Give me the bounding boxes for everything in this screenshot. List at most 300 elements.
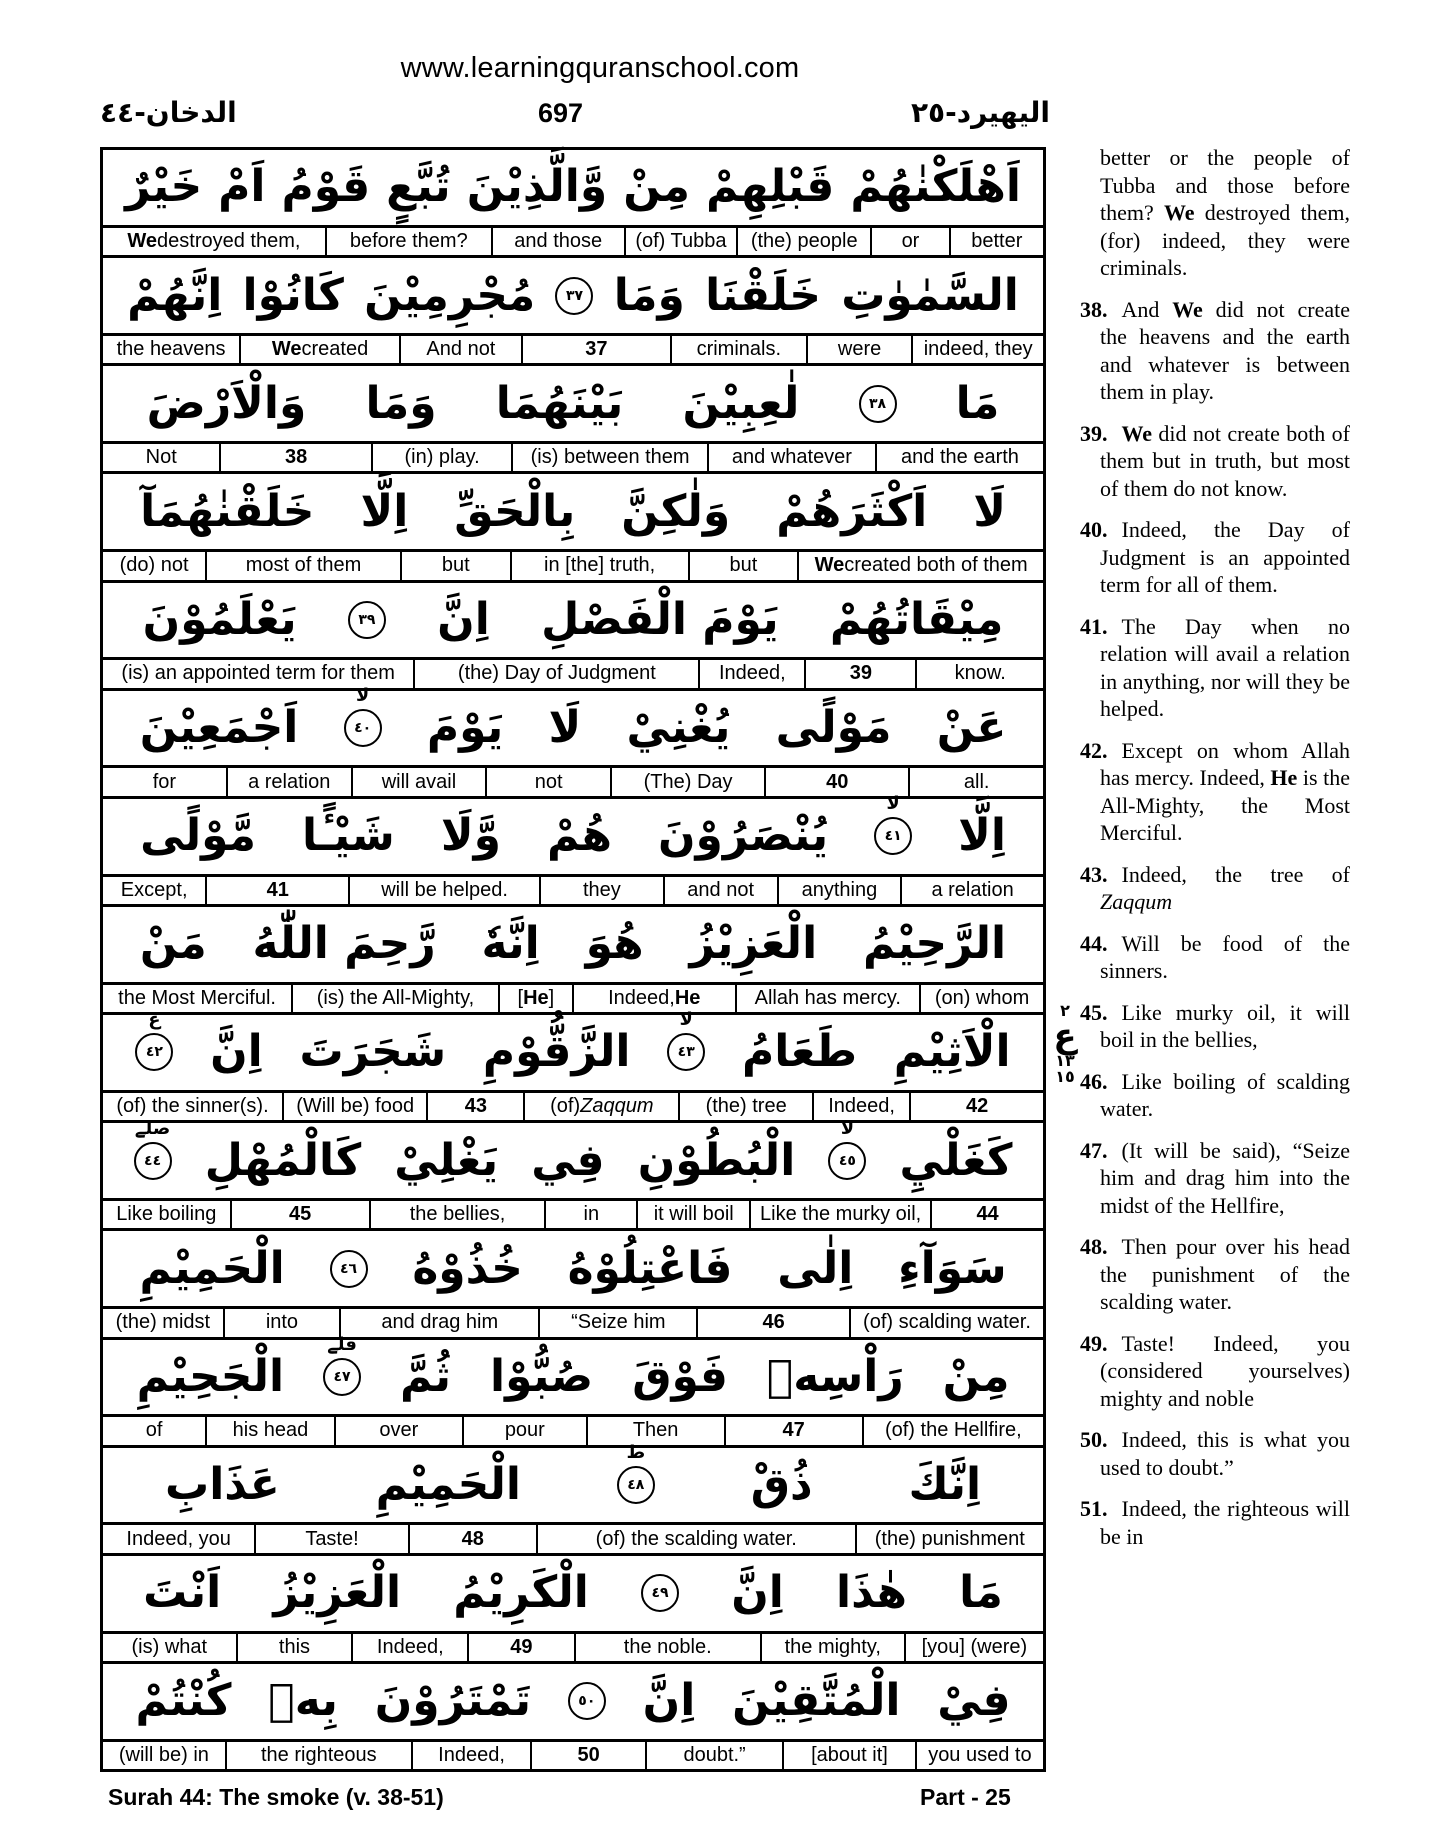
arabic-word: هُمْ	[546, 810, 612, 862]
verse-translation: 44. Will be food of the sinners.	[1080, 930, 1350, 983]
arabic-line	[103, 1664, 1043, 1739]
arabic-word: بِهٖ	[268, 1675, 338, 1727]
ayah-number-cell: 47	[724, 1417, 862, 1444]
table-row	[103, 1442, 1043, 1553]
arabic-word: قَبْلِهِمْ	[706, 161, 835, 213]
arabic-line	[103, 258, 1043, 333]
gloss-cell: will be helped.	[348, 877, 539, 904]
arabic-word: الْعَزِيْزُ	[689, 918, 818, 970]
arabic-word: وَلٰكِنَّ	[621, 485, 731, 537]
gloss-cell: a relation	[900, 877, 1043, 904]
arabic-word: الْمُتَّقِيْنَ	[732, 1675, 901, 1727]
table-row	[103, 1661, 1043, 1769]
ayah-number-marker-icon	[135, 1009, 173, 1071]
ruku-number-bottom: ١٥	[1055, 1067, 1075, 1086]
arabic-line	[103, 1117, 1043, 1198]
gloss-cell: (the) Day of Judgment	[413, 660, 698, 687]
ayah-number-cell: 44	[930, 1201, 1043, 1228]
arabic-word: اِنَّ	[642, 1675, 696, 1727]
gloss-cell: better	[949, 228, 1043, 255]
arabic-word: مَنْ	[139, 918, 207, 970]
gloss-cell: (on) whom	[919, 985, 1043, 1012]
arabic-word: الْبُطُوْنِ	[637, 1134, 796, 1186]
gloss-cell: but	[400, 552, 510, 579]
gloss-cell: (is) an appointed term for them	[121, 662, 395, 685]
ayah-number-marker-icon	[344, 685, 382, 747]
gloss-strip	[103, 1631, 1043, 1661]
verse-number: 48.	[1080, 1234, 1108, 1259]
verse-number: 51.	[1080, 1496, 1108, 1521]
gloss-cell: they	[539, 877, 663, 904]
ayah-number-marker-icon	[667, 1009, 705, 1071]
arabic-word: عَنْ	[936, 702, 1007, 754]
gloss-cell: most of them	[205, 552, 400, 579]
ayah-number-cell: 40	[764, 768, 908, 795]
arabic-word: بِالْحَقِّ	[454, 485, 576, 537]
arabic-word: رَّحِمَ اللّٰهُ	[252, 918, 436, 970]
table-row	[103, 363, 1043, 471]
gloss-strip	[103, 1306, 1043, 1336]
gloss-cell: in	[544, 1201, 636, 1228]
arabic-word: تُبَّعٍ	[386, 161, 451, 213]
arabic-word: فَاعْتِلُوْهُ	[567, 1242, 733, 1294]
waqf-sign-icon: ط	[626, 1442, 646, 1464]
arabic-word: هٰذَا	[835, 1567, 907, 1619]
gloss-cell: this	[236, 1634, 352, 1661]
ayah-number-cell: 41	[205, 877, 348, 904]
gloss-strip	[103, 441, 1043, 471]
verse-translation: 47. (It will be said), “Seize him and drag him into the midst of the Hellfire,	[1080, 1137, 1350, 1218]
gloss-cell: (the) midst	[115, 1311, 211, 1334]
gloss-cell: We created both of them	[797, 552, 1043, 579]
gloss-cell: and not	[663, 877, 777, 904]
arabic-word: الْحَمِيْمِ	[375, 1459, 521, 1511]
arabic-word: اِنَّ	[731, 1567, 784, 1619]
arabic-word: الْحَمِيْمِ	[139, 1242, 285, 1294]
arabic-word: لٰعِبِيْنَ	[682, 377, 800, 429]
ayah-number-cell: 48	[408, 1525, 536, 1552]
ayah-number: ٣٧	[565, 287, 584, 304]
ayah-number-cell: 39	[804, 660, 915, 687]
arabic-word: مَوْلًى	[775, 702, 892, 754]
gloss-cell: (the) punishment	[855, 1525, 1043, 1552]
arabic-word: الْكَرِيْمُ	[453, 1567, 589, 1619]
arabic-word: خُذُوْهُ	[412, 1242, 523, 1294]
arabic-word: وَّلَا	[440, 810, 501, 862]
gloss-cell: all.	[908, 768, 1043, 795]
gloss-cell: his head	[205, 1417, 333, 1444]
gloss-cell: the righteous	[225, 1742, 411, 1769]
table-row	[103, 1009, 1043, 1120]
arabic-word: تَمْتَرُوْنَ	[374, 1675, 532, 1727]
ayah-number: ٤١	[884, 828, 902, 845]
table-row	[103, 255, 1043, 363]
part-name-arabic: اليهيرد-٢٥	[910, 96, 1050, 129]
ayah-number-cell: 45	[230, 1201, 369, 1228]
gloss-cell: (is) between them	[511, 444, 707, 471]
verse-translation: 41. The Day when no relation will avail a relation in anything, nor will they be helped.	[1080, 613, 1350, 721]
arabic-word: الْعَزِيْزُ	[273, 1567, 402, 1619]
table-row	[103, 1333, 1043, 1445]
verse-translation: 38. And We did not create the heavens and the earth and whatever is between them in play.	[1080, 296, 1350, 404]
arabic-word: خَيْرٌ	[125, 161, 203, 213]
gloss-cell: Not	[145, 446, 177, 469]
ayah-number: ٤٤	[144, 1152, 162, 1169]
ayah-number-marker-icon	[617, 1442, 655, 1504]
arabic-line	[103, 685, 1043, 766]
ayah-number-cell: 42	[909, 1093, 1043, 1120]
gloss-cell: We created	[239, 336, 399, 363]
arabic-word: رَاْسِهٖ	[766, 1350, 904, 1402]
ayah-number-marker-icon	[323, 1333, 361, 1396]
verse-number: 39.	[1080, 420, 1108, 446]
arabic-line	[103, 366, 1043, 441]
gloss-cell: were	[806, 336, 912, 363]
arabic-word: مَّوْلًى	[140, 810, 256, 862]
arabic-word: هُوَ	[585, 918, 644, 970]
arabic-word: يَوْمَ الْفَصْلِ	[541, 593, 779, 645]
arabic-word: خَلَقْنَا	[705, 269, 821, 321]
arabic-word: مِيْقَاتُهُمْ	[829, 593, 1004, 645]
table-row	[103, 685, 1043, 796]
verse-number: 44.	[1080, 930, 1108, 956]
ayah-number-marker-icon	[641, 1574, 679, 1612]
arabic-line	[103, 1333, 1043, 1415]
arabic-word: الزَّقُّوْمِ	[482, 1026, 631, 1078]
arabic-word: يَوْمَ	[426, 702, 504, 754]
verse-number: 49.	[1080, 1330, 1108, 1356]
arabic-word: اِلَّا	[958, 810, 1006, 862]
arabic-word: اِلٰى	[777, 1242, 854, 1294]
gloss-cell: Indeed, you	[126, 1527, 231, 1550]
verse-number: 50.	[1080, 1427, 1108, 1452]
ayah-number: ٤٦	[339, 1260, 358, 1277]
table-row	[103, 793, 1043, 904]
arabic-word: وَالْاَرْضَ	[146, 377, 307, 429]
page-number: 697	[538, 98, 584, 128]
table-row	[103, 1228, 1043, 1336]
table-row	[103, 1117, 1043, 1228]
arabic-word: يَعْلَمُوْنَ	[142, 593, 297, 645]
verse-translation: 40. Indeed, the Day of Judgment is an appointed term for all of them.	[1080, 517, 1350, 597]
gloss-cell: or	[870, 228, 948, 255]
arabic-word: اَجْمَعِيْنَ	[139, 702, 299, 754]
ruku-number-top: ٢	[1060, 1001, 1070, 1020]
ayah-number-marker-icon	[330, 1250, 368, 1288]
arabic-word: كُنْتُمْ	[135, 1675, 232, 1727]
gloss-strip	[103, 225, 1043, 255]
gloss-cell: (The) Day	[610, 768, 764, 795]
ayah-number-marker-icon	[828, 1117, 866, 1180]
gloss-cell: the bellies,	[369, 1201, 545, 1228]
gloss-cell: Indeed,	[351, 1634, 467, 1661]
gloss-cell: (do) not	[119, 554, 189, 577]
gloss-cell: over	[334, 1417, 462, 1444]
gloss-cell: (of) Tubba	[624, 228, 737, 255]
ayah-number: ٤٧	[333, 1368, 351, 1385]
ruku-ain-icon: ع	[1053, 1016, 1077, 1056]
gloss-strip	[103, 1522, 1043, 1552]
gloss-cell: and those	[491, 228, 624, 255]
gloss-cell: Indeed,	[812, 1093, 909, 1120]
arabic-word: طَعَامُ	[741, 1026, 858, 1078]
waqf-sign-icon: لا	[840, 1117, 855, 1139]
verse-translation: 39. We did not create both of them but in truth, but most of them do not know.	[1080, 420, 1350, 501]
verse-translation: 46. Like boiling of scalding water.	[1080, 1068, 1350, 1121]
verse-translation: 42. Except on whom Allah has mercy. Indeed, He is the All-Mighty, the Most Merciful.	[1080, 737, 1350, 845]
ayah-number-marker-icon	[568, 1682, 606, 1720]
arabic-word: اِنَّ	[210, 1026, 263, 1078]
gloss-strip	[103, 874, 1043, 904]
gloss-cell: it will boil	[636, 1201, 749, 1228]
gloss-cell: the mighty,	[760, 1634, 904, 1661]
arabic-word: يَغْلِيْ	[394, 1134, 499, 1186]
arabic-word: وَمَا	[613, 269, 685, 321]
arabic-line	[103, 907, 1043, 982]
gloss-cell: Except,	[120, 878, 188, 901]
gloss-cell: you used to	[915, 1742, 1043, 1769]
verse-translation: 45. Like murky oil, it will boil in the bellies,	[1080, 999, 1350, 1052]
table-row	[103, 1553, 1043, 1661]
gloss-cell: “Seize him	[538, 1309, 696, 1336]
gloss-cell: [you] (were)	[904, 1634, 1043, 1661]
arabic-word: فِيْ	[937, 1675, 1011, 1727]
footer-surah-title: Surah 44: The smoke (v. 38-51)	[108, 1784, 444, 1810]
ayah-number-cell: 37	[521, 336, 670, 363]
gloss-cell: Taste!	[254, 1525, 407, 1552]
arabic-word: لَا	[973, 485, 1007, 537]
arabic-word: الْاَثِيْمِ	[893, 1026, 1011, 1078]
ayah-number: ٤٨	[627, 1477, 645, 1494]
arabic-word: مَا	[959, 1567, 1003, 1619]
arabic-word: اِلَّا	[360, 485, 409, 537]
gloss-cell: Like boiling	[116, 1203, 217, 1226]
ayah-number-cell: 49	[467, 1634, 573, 1661]
waqf-sign-icon: قلے	[327, 1333, 357, 1355]
gloss-cell: Like the murky oil,	[749, 1201, 930, 1228]
arabic-word: شَيْـًٔا	[302, 810, 395, 862]
gloss-cell: for	[152, 770, 177, 793]
verse-number: 45.	[1080, 999, 1108, 1025]
arabic-word: اِنَّكَ	[908, 1459, 982, 1511]
gloss-strip	[103, 1198, 1043, 1228]
verse-number: 46.	[1080, 1068, 1108, 1094]
gloss-cell: into	[223, 1309, 340, 1336]
gloss-cell: anything	[777, 877, 901, 904]
verse-translation: 51. Indeed, the righteous will be in	[1080, 1496, 1350, 1549]
gloss-cell: will avail	[351, 768, 486, 795]
ruku-marker	[1050, 1003, 1080, 1085]
gloss-cell: (will be) in	[118, 1743, 209, 1766]
gloss-cell: a relation	[226, 768, 351, 795]
verse-number: 40.	[1080, 517, 1108, 542]
gloss-cell: know.	[915, 660, 1043, 687]
gloss-cell: (of) the Hellfire,	[862, 1417, 1043, 1444]
ayah-number-cell: 50	[530, 1742, 645, 1769]
arabic-word: اَنْتَ	[143, 1567, 222, 1619]
footer-part-label: Part - 25	[920, 1784, 1011, 1810]
arabic-line	[103, 1231, 1043, 1306]
gloss-cell: Indeed,	[698, 660, 804, 687]
gloss-cell: in [the] truth,	[510, 552, 688, 579]
gloss-cell: but	[688, 552, 798, 579]
waqf-sign-icon: لا	[886, 793, 900, 815]
gloss-strip	[103, 1739, 1043, 1769]
gloss-cell: (is) the All-Mighty,	[291, 985, 498, 1012]
table-row	[103, 580, 1043, 688]
gloss-strip	[103, 333, 1043, 363]
gloss-cell: and whatever	[707, 444, 875, 471]
gloss-cell: [ He ]	[498, 985, 572, 1012]
gloss-cell: (in) play.	[371, 444, 511, 471]
gloss-cell: Allah has mercy.	[735, 985, 920, 1012]
gloss-cell: (the) people	[736, 228, 870, 255]
gloss-cell: (the) tree	[678, 1093, 812, 1120]
verse-number: 42.	[1080, 737, 1108, 763]
arabic-word: وَمَا	[365, 377, 437, 429]
gloss-cell: Indeed, He	[572, 985, 735, 1012]
verse-number: 38.	[1080, 296, 1108, 322]
ayah-number-marker-icon	[859, 385, 897, 423]
verse-translation: 48. Then pour over his head the punishment of the scalding water.	[1080, 1234, 1350, 1314]
arabic-word: شَجَرَتَ	[299, 1026, 447, 1078]
ayah-number-marker-icon	[874, 793, 912, 855]
ayah-number-marker-icon	[555, 277, 593, 315]
ayah-number: ٤٣	[677, 1044, 695, 1061]
gloss-cell: and the earth	[875, 444, 1043, 471]
gloss-cell: doubt.”	[645, 1742, 782, 1769]
arabic-word: كَغَلْيِ	[899, 1134, 1013, 1186]
arabic-word: فَوْقَ	[632, 1350, 728, 1402]
arabic-word: صُبُّوْا	[490, 1350, 594, 1402]
gloss-cell: pour	[462, 1417, 586, 1444]
ayah-number-cell: 46	[696, 1309, 849, 1336]
gloss-cell: indeed, they	[911, 336, 1043, 363]
arabic-word: مِنْ	[623, 161, 691, 213]
arabic-word: خَلَقْنٰهُمَآ	[140, 485, 315, 537]
arabic-line	[103, 1556, 1043, 1631]
gloss-cell: (of) Zaqqum	[523, 1093, 678, 1120]
gloss-strip	[103, 1414, 1043, 1444]
waqf-sign-icon: صلے	[134, 1117, 171, 1139]
word-by-word-table	[100, 147, 1046, 1772]
gloss-cell: the Most Merciful.	[118, 986, 276, 1009]
arabic-word: اِنَّهُمْ	[127, 269, 223, 321]
arabic-word: فِي	[531, 1134, 605, 1186]
waqf-sign-icon: لا	[355, 685, 370, 707]
arabic-word: بَيْنَهُمَا	[495, 377, 624, 429]
verse-translation: 43. Indeed, the tree of Zaqqum	[1080, 861, 1350, 914]
arabic-word: مَا	[955, 377, 1000, 429]
verse-number: 47.	[1080, 1137, 1108, 1163]
ayah-number: ٤٥	[838, 1152, 856, 1169]
gloss-cell: (is) what	[131, 1635, 208, 1658]
arabic-word: لَا	[548, 702, 582, 754]
verse-translation: 49. Taste! Indeed, you (considered yourselves) mighty and noble	[1080, 1330, 1350, 1411]
arabic-word: ثُمَّ	[400, 1350, 452, 1402]
gloss-strip	[103, 982, 1043, 1012]
arabic-word: عَذَابِ	[165, 1459, 280, 1511]
gloss-cell: (of) scalding water.	[849, 1309, 1043, 1336]
arabic-word: اِنَّهٗ	[481, 918, 540, 970]
arabic-line	[103, 150, 1043, 225]
arabic-word: مُجْرِمِيْنَ	[364, 269, 536, 321]
verse-translation-column	[1080, 144, 1350, 1564]
gloss-cell: We destroyed them,	[127, 229, 301, 252]
gloss-strip	[103, 549, 1043, 579]
ayah-number: ٤٢	[145, 1044, 163, 1061]
arabic-word: السَّمٰوٰتِ	[841, 269, 1019, 321]
verse-translation-continued: better or the people of Tubba and those before them? We destroyed them, (for) indeed, they were criminals.	[1100, 145, 1350, 280]
arabic-word: وَّالَّذِيْنَ	[466, 161, 608, 213]
gloss-strip	[103, 657, 1043, 687]
verse-translation: 50. Indeed, this is what you used to doubt.”	[1080, 1427, 1350, 1480]
arabic-word: ذُقْ	[750, 1459, 813, 1511]
site-url[interactable]: www.learningquranschool.com	[400, 52, 800, 84]
table-row	[103, 904, 1043, 1012]
gloss-cell: (of) the scalding water.	[536, 1525, 855, 1552]
arabic-line	[103, 793, 1043, 874]
gloss-strip	[103, 765, 1043, 795]
arabic-word: اَمْ	[218, 161, 266, 213]
arabic-line	[103, 583, 1043, 658]
ayah-number-marker-icon	[134, 1117, 172, 1180]
gloss-cell: Then	[586, 1417, 724, 1444]
ayah-number: ٣٨	[868, 395, 887, 412]
ayah-number-cell: 43	[426, 1093, 523, 1120]
arabic-word: الرَّحِيْمُ	[862, 918, 1007, 970]
arabic-word: اَهْلَكْنٰهُمْ	[850, 161, 1021, 213]
ayah-number: ٥٠	[578, 1693, 596, 1710]
gloss-cell: (of) the sinner(s).	[116, 1095, 269, 1118]
arabic-word: قَوْمُ	[281, 161, 371, 213]
table-row	[103, 150, 1043, 255]
verse-number: 43.	[1080, 861, 1108, 887]
arabic-word: اِنَّ	[437, 593, 490, 645]
arabic-word: كَانُوْا	[242, 269, 344, 321]
ayah-number: ٣٩	[358, 611, 376, 628]
gloss-cell: and drag him	[339, 1309, 538, 1336]
gloss-cell: of	[145, 1419, 163, 1442]
arabic-word: مِنْ	[942, 1350, 1010, 1402]
arabic-word: كَالْمُهْلِ	[204, 1134, 362, 1186]
gloss-strip	[103, 1090, 1043, 1120]
ayah-number: ٤٠	[354, 720, 372, 737]
waqf-sign-icon: ع	[148, 1009, 161, 1031]
arabic-word: سَوَآءِ	[898, 1242, 1007, 1294]
surah-name-arabic: الدخان-٤٤	[100, 96, 237, 129]
ayah-number-cell: 38	[219, 444, 370, 471]
ayah-number-marker-icon	[348, 601, 386, 639]
gloss-cell: (Will be) food	[282, 1093, 426, 1120]
arabic-line	[103, 1009, 1043, 1090]
gloss-cell: the noble.	[574, 1634, 760, 1661]
gloss-cell: And not	[399, 336, 521, 363]
arabic-word: اَكْثَرَهُمْ	[776, 485, 928, 537]
arabic-line	[103, 1442, 1043, 1523]
gloss-cell: criminals.	[670, 336, 806, 363]
ruku-number-middle: ١٣	[1055, 1051, 1075, 1070]
arabic-word: يُنْصَرُوْنَ	[657, 810, 829, 862]
gloss-cell: not	[485, 768, 610, 795]
arabic-line	[103, 474, 1043, 549]
table-row	[103, 471, 1043, 579]
gloss-cell: [about it]	[782, 1742, 915, 1769]
ayah-number: ٤٩	[651, 1585, 669, 1602]
gloss-cell: Indeed,	[411, 1742, 530, 1769]
waqf-sign-icon: لا	[679, 1009, 693, 1031]
arabic-word: يُغْنِيْ	[626, 702, 731, 754]
